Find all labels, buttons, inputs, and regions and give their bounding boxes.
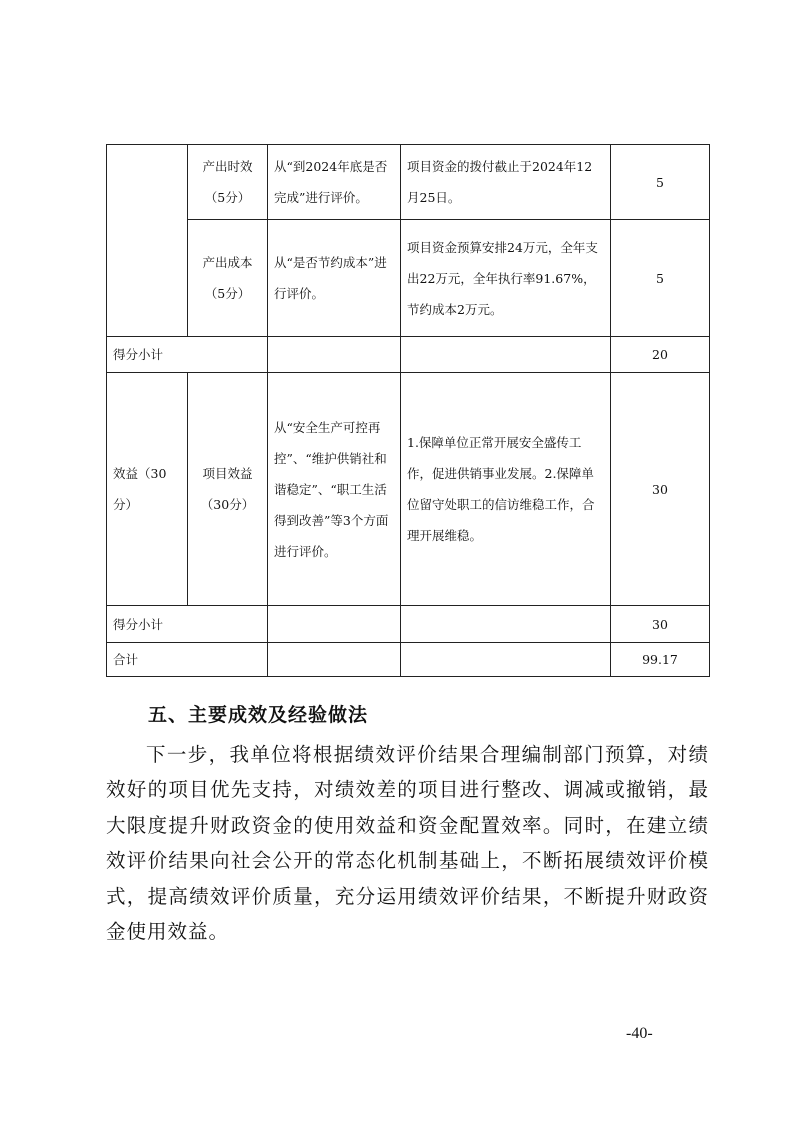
explanation-cell: 项目资金的拨付截止于2024年12月25日。	[401, 145, 611, 220]
criteria-cell: 从“安全生产可控再控”、“维护供销社和谐稳定”、“职工生活得到改善”等3个方面进行评价。	[268, 373, 401, 606]
table-row	[107, 373, 710, 606]
table-row	[107, 145, 710, 220]
subtotal-row	[107, 606, 710, 643]
empty-cell	[401, 606, 611, 643]
score-cell: 30	[611, 373, 710, 606]
empty-cell	[401, 643, 611, 677]
explanation-cell: 1.保障单位正常开展安全盛传工作，促进供销事业发展。2.保障单位留守处职工的信访维稳工作，合理开展维稳。	[401, 373, 611, 606]
total-label: 合计	[107, 643, 268, 677]
indicator-cell: 产出时效（5分）	[188, 145, 268, 220]
body-paragraph: 下一步，我单位将根据绩效评价结果合理编制部门预算，对绩效好的项目优先支持，对绩效差的项目进行整改、调减或撤销，最大限度提升财政资金的使用效益和资金配置效率。同时，在建立绩效评价结果向社会公开的常态化机制基础上，不断拓展绩效评价模式，提高绩效评价质量，充分运用绩效评价结果，不断提升财政资金使用效益。	[106, 743, 709, 944]
score-cell: 5	[611, 220, 710, 337]
subtotal-score: 30	[611, 606, 710, 643]
section-heading: 五、主要成效及经验做法	[148, 704, 369, 726]
table-row	[107, 220, 710, 337]
empty-cell	[268, 337, 401, 373]
subtotal-label: 得分小计	[107, 606, 268, 643]
evaluation-table	[106, 144, 710, 677]
explanation-cell: 项目资金预算安排24万元，全年支出22万元，全年执行率91.67%，节约成本2万元。	[401, 220, 611, 337]
category-cell-continued	[107, 145, 188, 337]
category-cell: 效益（30分）	[107, 373, 188, 606]
page-number: -40-	[626, 1025, 653, 1042]
score-cell: 5	[611, 145, 710, 220]
criteria-cell: 从“是否节约成本”进行评价。	[268, 220, 401, 337]
subtotal-label: 得分小计	[107, 337, 268, 373]
indicator-cell: 项目效益（30分）	[188, 373, 268, 606]
empty-cell	[401, 337, 611, 373]
subtotal-row	[107, 337, 710, 373]
empty-cell	[268, 606, 401, 643]
indicator-cell: 产出成本（5分）	[188, 220, 268, 337]
total-score: 99.17	[611, 643, 710, 677]
subtotal-score: 20	[611, 337, 710, 373]
total-row	[107, 643, 710, 677]
empty-cell	[268, 643, 401, 677]
criteria-cell: 从“到2024年底是否完成”进行评价。	[268, 145, 401, 220]
